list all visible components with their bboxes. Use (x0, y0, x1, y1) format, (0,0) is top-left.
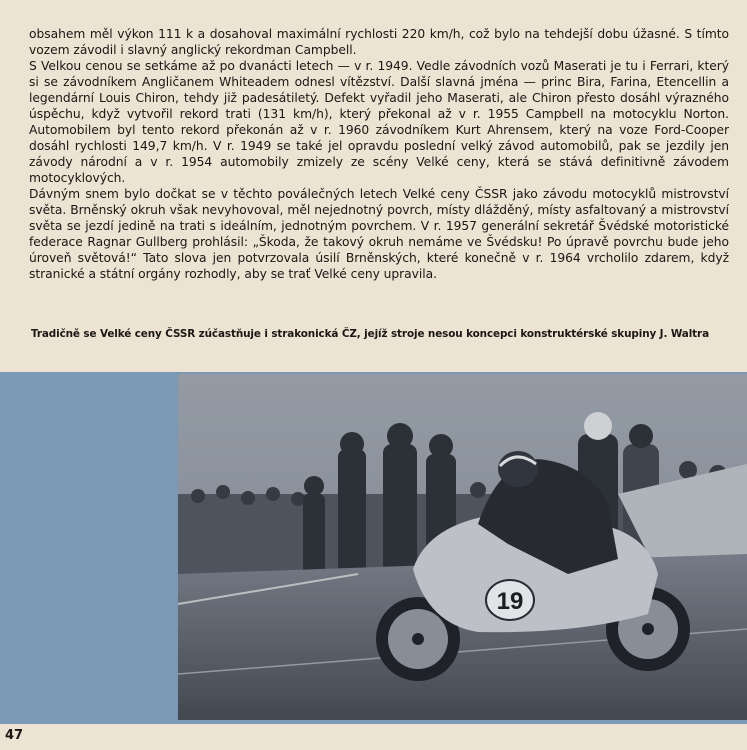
article-paragraph-2: S Velkou cenou se setkáme až po dvanácti letech — v r. 1949. Vedle závodních vozů Maserati je tu i Ferrari, který si se závodníkem Angličanem Whiteadem odnesl vítězství. Další slavná jména — princ Bira, Farina, Etencellin a legendární Louis Chiron, tehdy již padesátiletý. Defekt vyřadil jeho Maserati, ale Chiron přesto dosáhl výrazného úspěchu, když vytvořil rekord trati (131 km/h), který překonal až v r. 1955 Campbell na motocyklu Norton. Automobilem byl tento rekord překonán až v r. 1960 závodníkem Kurt Ahrensem, který na voze Ford-Cooper dosáhl rychlosti 149,7 km/h. V r. 1949 se také jel opravdu poslední velký závod automobilů, pak se jezdily jen závody národní a v r. 1954 automobily zmizely ze scény Velké ceny, která se stává definitivně závodem motocyklových. (29, 59, 729, 185)
article-paragraph-1: obsahem měl výkon 111 k a dosahoval maximální rychlosti 220 km/h, což bylo na tehdejší dobu úžasné. S tímto vozem závodil i slavný anglický rekordman Campbell. (29, 27, 729, 57)
race-photo (178, 374, 747, 720)
article-paragraph-3: Dávným snem bylo dočkat se v těchto poválečných letech Velké ceny ČSSR jako závodu motocyklů mistrovství světa. Brněnský okruh však nevyhovoval, měl nejednotný povrch, místy dlážděný, místy asfaltovaný a mistrovství světa se jezdí jedině na trati s ideálním, jednotným povrchem. V r. 1957 generální sekretář Švédské motoristické federace Ragnar Gullberg prohlásil: „Škoda, že takový okruh nemáme ve Švédsku! Po úpravě povrchu bude jeho úroveň světová!“ Tato slova jen potvrzovala úsilí Brněnských, které konečně v r. 1964 vrcholilo zdarem, když stranické a státní orgány rozhodly, aby se trať Velké ceny upravila. (29, 187, 729, 281)
photo-caption: Tradičně se Velké ceny ČSSR zúčastňuje i strakonická ČZ, jejíž stroje nesou koncepci konstruktérské skupiny J. Waltra (31, 328, 709, 340)
article-body (29, 26, 729, 282)
page-number: 47 (5, 728, 24, 743)
race-number: 19 (496, 588, 524, 615)
